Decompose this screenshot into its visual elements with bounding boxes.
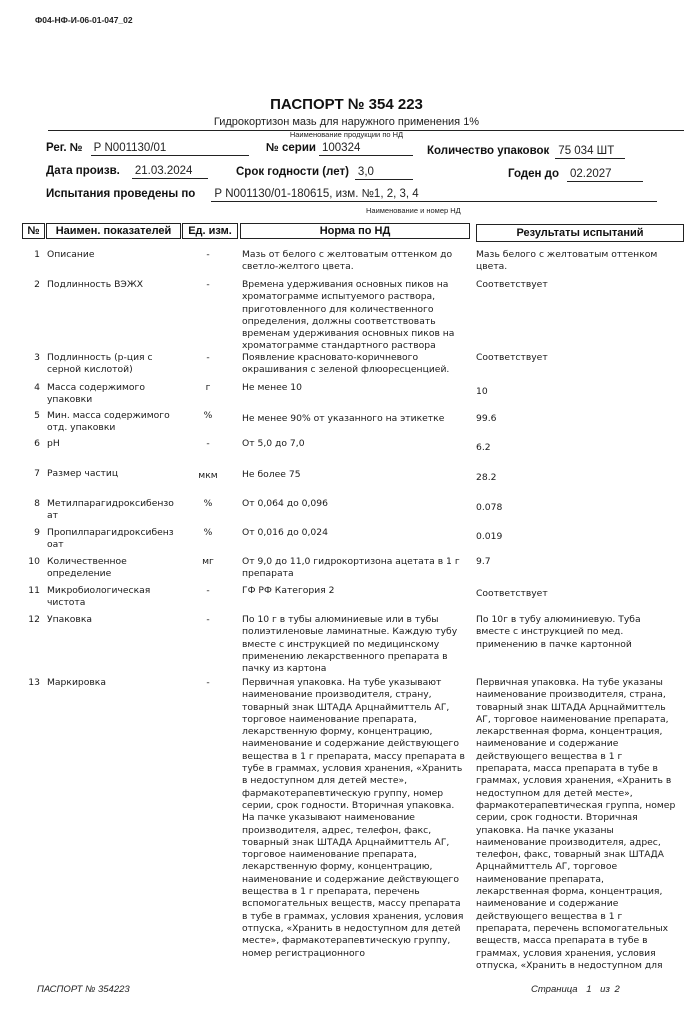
row-unit: - [206,249,210,260]
row-num: 13 [28,677,40,688]
expiry-label: Годен до [508,168,559,180]
row-norm: От 5,0 до 7,0 [242,438,305,449]
row-unit: - [206,614,210,625]
package-count-value: 75 034 ШТ [555,145,625,159]
row-result: Соответствует [476,352,548,363]
row-name: Пропилпарагидроксибенз оат [47,527,174,551]
row-name: Количественное определение [47,556,127,580]
tested-by-field [46,188,657,202]
row-num: 12 [28,614,40,625]
row-unit: - [206,438,210,449]
package-count-label: Количество упаковок [427,145,550,157]
shelf-life-label: Срок годности (лет) [236,166,349,178]
row-result: 9.7 [476,556,491,567]
row-num: 1 [34,249,40,260]
tested-by-label: Испытания проведены по [46,188,196,200]
nd-caption: Наименование и номер НД [366,206,461,215]
row-result: Соответствует [476,588,548,599]
row-result: По 10г в тубу алюминиевую. Туба вместе с инструкцией по мед. применению в пачке картонной [476,614,641,650]
row-unit: г [205,382,211,393]
row-norm: Появление красновато-коричневого окрашивания с зеленой флюоресценцией. [242,352,450,376]
page-indicator [531,984,620,995]
row-num: 3 [34,352,40,363]
page-of: из [600,984,610,995]
row-norm: От 0,064 до 0,096 [242,498,328,509]
row-unit: мкм [198,470,218,481]
tested-by-value: Р N001130/01-180615, изм. №1, 2, 3, 4 [211,188,657,202]
row-norm: ГФ РФ Категория 2 [242,585,335,596]
row-result: 28.2 [476,472,497,483]
row-name: pH [47,438,60,449]
row-unit: % [203,527,213,538]
row-unit: - [206,585,210,596]
row-num: 10 [28,556,40,567]
row-num: 6 [34,438,40,449]
row-num: 11 [28,585,40,596]
row-unit: % [203,498,213,509]
header-name: Наимен. показателей [46,223,181,239]
row-num: 5 [34,410,40,421]
row-norm: Времена удерживания основных пиков на хроматограмме испытуемого раствора, приготовленного для количественного определения, должны соответствовать временам удерживания основных пиков на хроматограмме стандартного раствора [242,279,455,352]
row-name: Мин. масса содержимого отд. упаковки [47,410,170,434]
row-result: 10 [476,386,488,397]
row-result: 0.019 [476,531,503,542]
production-date-value: 21.03.2024 [132,165,208,179]
shelf-life-field [236,166,413,180]
production-date-label: Дата произв. [46,165,120,177]
row-name: Упаковка [47,614,92,625]
row-unit: - [206,279,210,290]
header-result: Результаты испытаний [476,224,684,242]
row-norm: От 9,0 до 11,0 гидрокортизона ацетата в 1 г препарата [242,556,460,580]
row-norm: Не менее 90% от указанного на этикетке [242,413,445,424]
reg-no-label: Рег. № [46,142,83,154]
footer-passport-number: ПАСПОРТ № 354223 [37,984,130,995]
row-norm: Мазь от белого с желтоватым оттенком до светло-желтого цвета. [242,249,453,273]
expiry-value: 02.2027 [567,168,643,182]
document-title: ПАСПОРТ № 354 223 [270,96,423,113]
row-num: 7 [34,468,40,479]
reg-no-field [46,142,249,156]
row-norm: Первичная упаковка. На тубе указывают наименование производителя, страну, товарный знак ШТАДА Арцнаймиттель АГ, торговое наименование препарата, лекарственную форму, концентрацию, наименование и содержание действующего вещества в 1 г препарата, массу препарата в тубе в граммах, условия хранения, «Хранить в недоступном для детей месте», фармакотерапевтическую группу, номер серии, срок годности. Вторичная упаковка. На пачке указывают наименование производителя, адрес, телефон, факс, товарный знак ШТАДА Арцнаймиттель АГ, торговое наименование препарата, лекарственную форму, концентрацию, наименование и содержание действующего вещества в 1 г препарата, перечень вспомогательных веществ, массу препарата в тубе в граммах, условия хранения, условия отпуска, «Хранить в недоступном для детей месте», фармакотерапевтическую группу, номер регистрационного [242,677,465,959]
product-name: Гидрокортизон мазь для наружного применения 1% [213,116,480,128]
row-num: 9 [34,527,40,538]
row-result: 6.2 [476,442,491,453]
row-unit: % [203,410,213,421]
shelf-life-value: 3,0 [355,166,413,180]
series-no-field [266,142,413,156]
row-result: Мазь белого с желтоватым оттенком цвета. [476,249,658,273]
reg-no-value: Р N001130/01 [91,142,249,156]
row-num: 4 [34,382,40,393]
row-name: Маркировка [47,677,106,688]
production-date-field [46,165,208,179]
row-name: Подлинность ВЭЖХ [47,279,144,290]
row-norm: Не менее 10 [242,382,302,393]
series-no-value: 100324 [319,142,413,156]
page-total: 2 [614,984,620,995]
row-norm: По 10 г в тубы алюминиевые или в тубы полиэтиленовые ламинатные. Каждую тубу вместе с инструкцией по медицинскому применению лекарственного препарата в пачку из картона [242,614,458,675]
row-name: Масса содержимого упаковки [47,382,145,406]
header-num: № [22,223,45,239]
row-norm: От 0,016 до 0,024 [242,527,328,538]
header-unit: Ед. изм. [182,223,238,239]
row-result: 0.078 [476,502,503,513]
expiry-field [508,168,643,182]
product-caption: Наименование продукции по НД [289,130,404,139]
page-label: Страница [531,984,578,995]
series-no-label: № серии [266,142,316,154]
row-name: Метилпарагидроксибензо ат [47,498,174,522]
header-norm: Норма по НД [240,223,470,239]
row-result: Соответствует [476,279,548,290]
row-name: Микробиологическая чистота [47,585,151,609]
row-num: 8 [34,498,40,509]
package-count-field [427,145,625,159]
row-unit: мг [202,556,214,567]
row-name: Описание [47,249,95,260]
row-num: 2 [34,279,40,290]
row-unit: - [206,352,210,363]
form-code: Ф04-НФ-И-06-01-047_02 [35,15,133,25]
row-unit: - [206,677,210,688]
row-name: Подлинность (р-ция с серной кислотой) [47,352,153,376]
row-result: 99.6 [476,413,497,424]
row-result: Первичная упаковка. На тубе указаны наименование производителя, страна, товарный знак ШТАДА Арцнаймиттель АГ, торговое наименование препарата, лекарственная форма, концентрация, наименование и содержание действующего вещества в 1 г препарата, масса препарата в тубе в граммах, условия хранения, «Хранить в недоступном для детей месте», фармакотерапевтическая группа, номер серии, срок годности. Вторичная упаковка. На пачке указаны наименование производителя, адрес, телефон, факс, товарный знак ШТАДА Арцнаймиттель АГ, торговое наименование препарата, лекарственная форма, концентрация, наименование и содержание действующего вещества в 1 г препарата, перечень вспомогательных веществ, масса препарата в тубе в граммах, условия хранения, условия отпуска, «Хранить в недоступном для [476,677,676,971]
row-norm: Не более 75 [242,469,301,480]
row-name: Размер частиц [47,468,119,479]
page-current: 1 [586,984,592,995]
